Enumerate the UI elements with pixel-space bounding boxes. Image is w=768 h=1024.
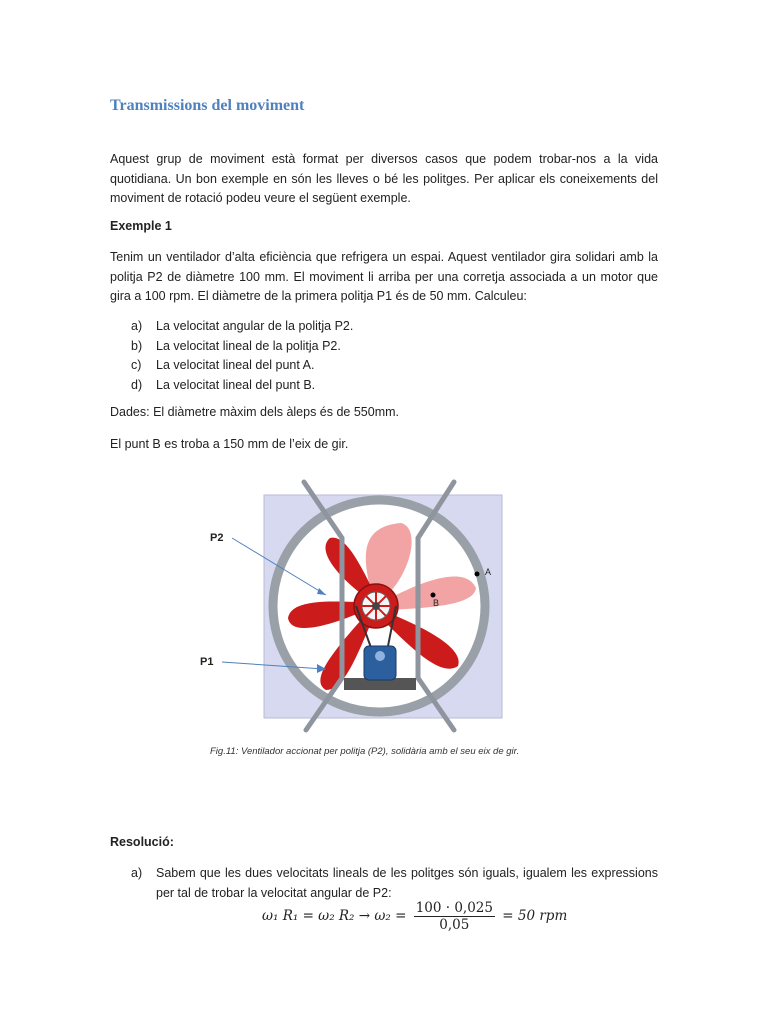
equation-fraction — [414, 900, 495, 933]
point-a-label: A — [485, 567, 492, 577]
point-b-marker — [431, 593, 436, 598]
label-p2: P2 — [210, 532, 224, 544]
list-marker: d) — [131, 377, 143, 392]
page-title: Transmissions del moviment — [110, 97, 305, 114]
resolution-text: Sabem que les dues velocitats lineals de les politges són iguals, igualem les expressions per tal de trobar la velocitat angular de P2: — [156, 866, 658, 900]
point-b-note: El punt B es troba a 150 mm de l’eix de gir. — [110, 437, 349, 451]
questions-list — [131, 317, 353, 395]
list-marker: c) — [131, 358, 142, 372]
list-item — [131, 376, 353, 396]
list-marker: b) — [131, 338, 143, 353]
axle-icon — [372, 602, 380, 610]
list-marker: a) — [131, 319, 143, 333]
equation-rhs: = 50 rpm — [502, 908, 568, 924]
resolution-heading: Resolució: — [110, 835, 174, 849]
point-b-label: B — [433, 598, 440, 608]
point-a-marker — [475, 572, 480, 577]
intro-paragraph: Aquest grup de moviment està format per diversos casos que podem trobar-nos a la vida quotidiana. Un bon exemple en són les lleves o bé les politges. Per aplicar els coneixements del moviment de rotació podeu veure el següent exemple. — [110, 152, 658, 205]
list-item-text: La velocitat lineal de la politja P2. — [156, 338, 341, 353]
equation — [262, 900, 567, 933]
label-p1: P1 — [200, 656, 214, 668]
list-item — [131, 356, 353, 376]
given-data: Dades: El diàmetre màxim dels àleps és de 550mm. — [110, 405, 400, 419]
figure-caption: Fig.11: Ventilador accionat per politja (P2), solidària amb el seu eix de gir. — [210, 746, 520, 757]
equation-lhs: ω₁ R₁ = ω₂ R₂ → ω₂ = — [262, 908, 407, 924]
list-marker: a) — [131, 866, 143, 880]
list-item-text: La velocitat lineal del punt B. — [156, 377, 316, 392]
fan-figure — [196, 478, 516, 738]
list-item-text: La velocitat angular de la politja P2. — [156, 319, 354, 333]
problem-paragraph: Tenim un ventilador d’alta eficiència que refrigera un espai. Aquest ventilador gira solidari amb la politja P2 de diàmetre 100 mm. El moviment li arriba per una corretja associada a un motor que gira a 100 rpm. El diàmetre de la primera politja P1 és de 50 mm. Calculeu: — [110, 250, 658, 303]
pulley-p1 — [375, 651, 385, 661]
resolution-item — [131, 864, 658, 903]
list-item — [131, 337, 353, 357]
list-item-text: La velocitat lineal del punt A. — [156, 358, 315, 372]
fraction-numerator: 100 · 0,025 — [415, 900, 493, 916]
list-item — [131, 317, 353, 337]
fraction-denominator: 0,05 — [439, 917, 470, 933]
example-heading: Exemple 1 — [110, 219, 172, 233]
